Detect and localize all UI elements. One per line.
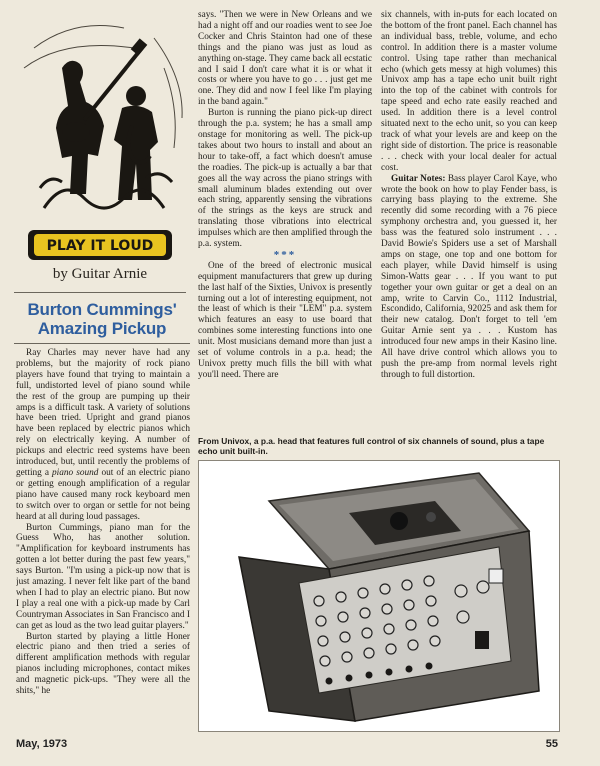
paragraph: says. "Then we were in New Orleans and we had a night off and our roadies went to see Joe Cocker and Chris Stainton had one of these things and the piano was just as loud as anything on-stage. They came back all ecstatic and I said I don't care what it is or what it costs or where you have to go . . . just get me one. They did and now I feel like I'm playing in the band again." bbox=[198, 10, 372, 108]
divider bbox=[14, 343, 190, 344]
notes-text: Bass player Carol Kaye, who wrote the book on how to play Fender bass, is carrying bass playing to the extreme. She recently did some recording with a 76 piece symphony orchestra and, you guessed it, her bass was the featured solo instrument . . . David Bowie's Spiders use a set of Marshall amps on stage, one top and one bottom for each player, while David himself is using Simon-Watts gear . . . If you want to put together your own guitar or get a deal on an amp, write to Carvin Co., 1112 Industrial, Escondido, California, 92025 and ask them for their new catalog. Don't forget to tell 'em Guitar Arnie sent ya . . . Kustom has introduced four new amps in their Kasino line. All have drive control which allows you to push the pre-amp from normal levels right through to full distortion. bbox=[381, 173, 557, 380]
section-separator: *** bbox=[273, 248, 297, 261]
pa-head-image bbox=[199, 461, 559, 731]
article-column-3 bbox=[381, 10, 557, 435]
paragraph: Burton started by playing a little Honer electric piano and then tried a series of different amplification methods with regular pianos including microphones, contact mikes and magnetic pick-ups. "They were all the shits," he bbox=[16, 631, 190, 697]
byline: by Guitar Arnie bbox=[52, 266, 148, 282]
divider bbox=[14, 292, 186, 293]
paragraph: One of the breed of electronic musical equipment manufacturers that grew up during the last half of the Sixties, Univox is presently turning out a lot of interesting equipment, not the least of which is their "LEM" p.a. system which features an easy to use board that combines some interesting functions into one unit. Most musicians demand more than just a set of volume controls in a p.a. head; the Univox pretty much fills the bill with what you'll need. There are bbox=[198, 260, 372, 380]
paragraph bbox=[381, 174, 557, 381]
text-span: Ray Charles may never have had any problems, but the majority of rock piano players have found that trying to maintain a full, undistorted level of piano sound while the rest of the group are pumping up their amps is a difficult task. A variety of solutions have been tried. Upright and grand pianos have been replaced by electric pianos which rely on electrically keying. A number of pickups and electric reed systems have been introduced, but, until recently the problems of getting a bbox=[16, 348, 190, 478]
paragraph: Burton Cummings, piano man for the Guess Who, has another solution. "Amplification for keyboard instruments has gotten a lot better during the past few years," says Burton. "I'm using a pick-up now that is just amazing. I never felt like part of the band when I had to play an electric piano. But now I play a real one with a pick-up made by Carl Countryman Associates in San Francisco and I can get as loud as the two lead guitar players." bbox=[16, 522, 190, 631]
text-span: out of an electric piano or getting enough amplification of a regular piano have caused many rock keyboard men to switch over to organ or settle for not being heard at all during loud passages. bbox=[16, 467, 190, 522]
page-number: 55 bbox=[545, 738, 558, 750]
paragraph: six channels, with in-puts for each located on the bottom of the front panel. Each channel has an individual bass, treble, volume, and echo control. In addition there is a master volume control. Using tape rather than mechanical echo (which gets messy at high volumes) this Univox amp has a tape echo unit built right into the top of the cabinet with controls for tape speed and echo rate easily reached and used. In addition there is a level control situated next to the echo unit, so you can keep track of what your levels are and keep on the right side of distortion. The price is reasonable . . . check with your local dealer for actual cost. bbox=[381, 10, 557, 173]
article-column-2 bbox=[198, 10, 372, 435]
article-headline: Burton Cummings' Amazing Pickup bbox=[27, 300, 177, 338]
logo-text: PLAY IT LOUD bbox=[46, 238, 154, 254]
header-illustration bbox=[14, 8, 186, 270]
paragraph: Burton is running the piano pick-up direct through the p.a. system; he has a small amp onstage for monitoring as well. The pick-up takes about two hours to install and about an hour to take-off, a fact which doesn't amuse the roadies. The pick-up is actually a bar that goes all the way across the piano strings with small aluminum blades extending out over each string, apparently sensing the vibrations of the strings as the keys are struck and translating those vibrations into electrical impulses which are then amplified through the p.a. system. bbox=[198, 108, 372, 250]
product-photo bbox=[198, 460, 560, 732]
article-column-1 bbox=[16, 348, 190, 734]
musicians-artwork bbox=[14, 8, 186, 270]
photo-caption: From Univox, a p.a. head that features full control of six channels of sound, plus a tape echo unit built-in. bbox=[198, 436, 545, 456]
emphasis-text: piano sound bbox=[52, 467, 99, 478]
notes-label: Guitar Notes: bbox=[391, 173, 446, 184]
paragraph bbox=[16, 348, 190, 523]
issue-date: May, 1973 bbox=[16, 738, 68, 750]
